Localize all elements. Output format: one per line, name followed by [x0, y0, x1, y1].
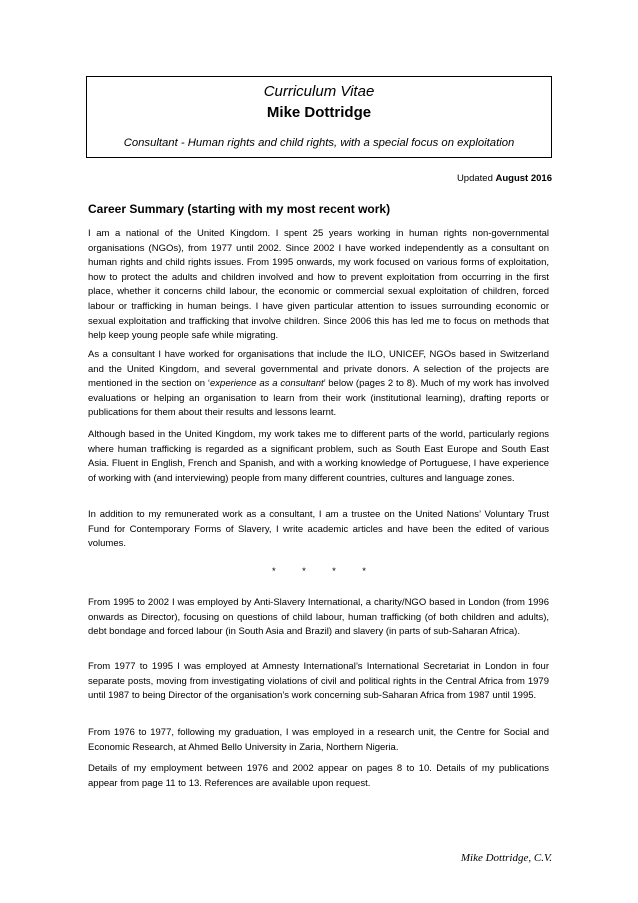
- paragraph-trustee: In addition to my remunerated work as a consultant, I am a trustee on the United Nations’ Voluntary Trust Fund for Contemporary Forms of Slavery, I write academic articles and have been the edited of various volumes.: [88, 509, 549, 550]
- paragraph-amnesty: From 1977 to 1995 I was employed at Amnesty International’s International Secretariat in London in four separate posts, moving from investigating violations of civil and political rights in the Central Africa from 1979 until 1987 to being Director of the organisation’s work concerning sub-Saharan Africa from 1987 until 1995.: [88, 661, 549, 702]
- paragraph-consultant-italic: experience as a consultant: [210, 378, 324, 390]
- paragraph-consultant-part2: ’ below (pages 2 to 8). Much of my work has involved evaluations or helping an organisation to learn from their work (institutional learning), drafting reports or publications for them about their results and lessons learnt.: [88, 378, 549, 419]
- updated-line: [457, 173, 552, 184]
- cv-label: Curriculum Vitae: [263, 83, 375, 100]
- paragraph-consultant-part1: As a consultant I have worked for organisations that include the ILO, UNICEF, NGOs based in Switzerland and the United Kingdom, and several governmental and private donors. A selection of the projects are mentioned in the section on ‘: [88, 349, 549, 390]
- section-heading: Career Summary (starting with my most recent work): [88, 202, 391, 216]
- paragraph-nationality: I am a national of the United Kingdom. I spent 25 years working in human rights non-governmental organisations (NGOs), from 1977 until 2002. Since 2002 I have worked independently as a consultant on human rights and child rights issues. From 1995 onwards, my work focused on various forms of exploitation, how to protect the adults and children involved and how to prevent exploitation from occurring in the first place, whether it concerns child labour, the economic or commercial sexual exploitation of children, forced labour or trafficking in human beings. I have given particular attention to issues surrounding economic or sexual exploitation and trafficking that involve children. Since 2006 this has led me to focus on methods that help keep young people safe while migrating.: [88, 228, 549, 342]
- cv-subtitle: Consultant - Human rights and child rights, with a special focus on exploitation: [123, 137, 515, 149]
- paragraph-regions: Although based in the United Kingdom, my work takes me to different parts of the world, particularly regions where human trafficking is regarded as a significant problem, such as South East Europe and South East Asia. Fluent in English, French and Spanish, and with a working knowledge of Portuguese, I have experience of working with (and interviewing) people from many different countries, cultures and language zones.: [88, 429, 549, 484]
- paragraph-consultant: [88, 348, 549, 421]
- updated-date: August 2016: [495, 173, 552, 184]
- paragraph-research-unit: From 1976 to 1977, following my graduation, I was employed in a research unit, the Centre for Social and Economic Research, at Ahmed Bello University in Zaria, Northern Nigeria.: [88, 727, 549, 753]
- separator-stars: * * * *: [272, 566, 366, 577]
- cv-header-box: [86, 76, 552, 158]
- cv-name: Mike Dottridge: [266, 104, 372, 121]
- paragraph-anti-slavery: From 1995 to 2002 I was employed by Anti-Slavery International, a charity/NGO based in London (from 1996 onwards as Director), focusing on questions of child labour, human trafficking (of both children and adults), debt bondage and forced labour (in South Asia and Brazil) and slavery (in parts of sub-Saharan Africa).: [88, 597, 549, 638]
- paragraph-details: Details of my employment between 1976 and 2002 appear on pages 8 to 10. Details of my publications appear from page 11 to 13. References are available upon request.: [88, 763, 549, 789]
- updated-prefix: Updated: [456, 173, 496, 184]
- page-footer: Mike Dottridge, C.V.: [460, 852, 552, 864]
